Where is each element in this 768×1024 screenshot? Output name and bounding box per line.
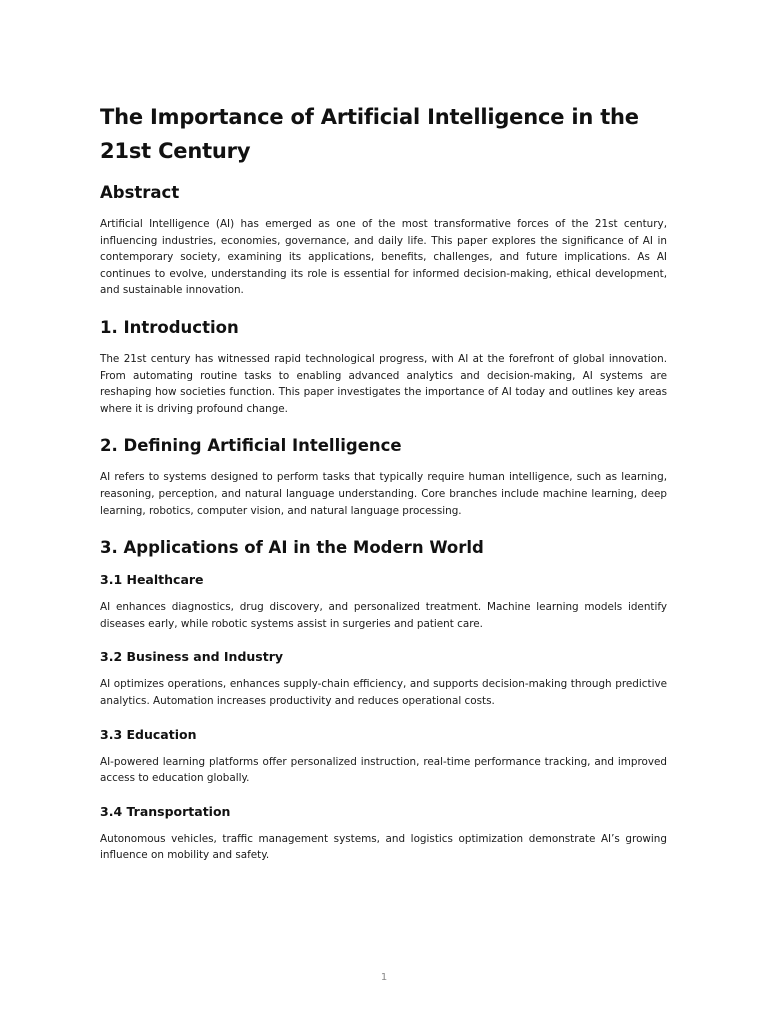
subsection-text: AI enhances diagnostics, drug discovery, and personalized treatment. Machine learning models identify diseases early, while robotic systems assist in surgeries and patient care.: [100, 601, 667, 630]
subsection-text: AI optimizes operations, enhances supply-chain efficiency, and supports decision-making through predictive analytics. Automation increases productivity and reduces operational costs.: [100, 678, 667, 707]
applications-section: [100, 537, 667, 864]
subsection-business: [100, 648, 667, 709]
abstract-text: Artificial Intelligence (AI) has emerged as one of the most transformative forces of the 21st century, influencing industries, economies, governance, and daily life. This paper explores the significance of AI in contemporary society, examining its applications, benefits, challenges, and future implications. As AI continues to evolve, understanding its role is essential for informed decision-making, ethical development, and sustainable innovation.: [100, 218, 667, 297]
subsection-healthcare: [100, 571, 667, 632]
defining-ai-section: [100, 435, 667, 519]
subsection-heading: 3.1 Healthcare: [100, 572, 204, 588]
subsection-heading: 3.2 Business and Industry: [100, 649, 284, 665]
document-title: The Importance of Artificial Intelligence in the 21st Century: [100, 105, 639, 163]
introduction-text: The 21st century has witnessed rapid technological progress, with AI at the forefront of global innovation. From automating routine tasks to enabling advanced analytics and decision-making, AI systems are reshaping how societies function. This paper investigates the importance of AI today and outlines key areas where it is driving profound change.: [100, 352, 667, 415]
defining-ai-heading: 2. Defining Artificial Intelligence: [100, 436, 402, 456]
document-page: [100, 100, 667, 880]
page-number: 1: [380, 972, 388, 983]
introduction-heading: 1. Introduction: [100, 317, 239, 337]
subsection-heading: 3.4 Transportation: [100, 803, 231, 819]
defining-ai-text: AI refers to systems designed to perform tasks that typically require human intelligence, such as learning, reasoning, perception, and natural language understanding. Core branches include machine learning, deep learning, robotics, computer vision, and natural language processing.: [100, 471, 667, 517]
abstract-heading: Abstract: [100, 183, 180, 202]
abstract-section: [100, 182, 667, 299]
subsection-text: Autonomous vehicles, traffic management systems, and logistics optimization demonstrate AI’s growing influence on mobility and safety.: [100, 832, 667, 862]
subsection-transportation: [100, 803, 667, 864]
applications-heading: 3. Applications of AI in the Modern World: [100, 538, 484, 558]
subsection-heading: 3.3 Education: [100, 726, 197, 742]
introduction-section: [100, 317, 667, 417]
subsection-education: [100, 726, 667, 787]
subsection-text: AI-powered learning platforms offer personalized instruction, real-time performance tracking, and improved access to education globally.: [100, 755, 667, 785]
